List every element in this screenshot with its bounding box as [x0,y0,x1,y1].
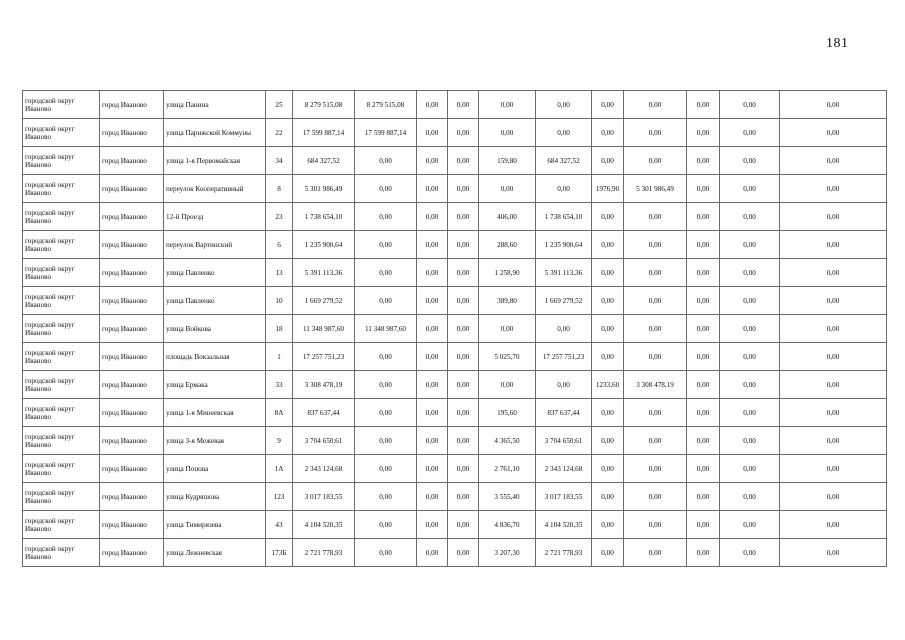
cost-col-3-cell: 0,00 [417,399,448,427]
cost-col-2-cell: 0,00 [355,371,417,399]
cost-col-11-cell: 0,00 [780,119,887,147]
street-cell: улица 3-я Межевая [164,427,266,455]
cost-col-4-cell: 0,00 [448,287,479,315]
cost-col-6-cell: 0,00 [536,371,592,399]
area-col-7-cell: 0,00 [592,315,624,343]
cost-col-6-cell: 0,00 [536,315,592,343]
total-cost-cell: 1 738 654,10 [293,203,355,231]
house-number-cell: 23 [266,203,293,231]
area-col-7-cell: 0,00 [592,203,624,231]
cost-col-8-cell: 0,00 [624,91,687,119]
house-number-cell: 1 [266,343,293,371]
cost-col-4-cell: 0,00 [448,483,479,511]
cost-col-10-cell: 0,00 [720,343,780,371]
house-number-cell: 123 [266,483,293,511]
cost-col-11-cell: 0,00 [780,203,887,231]
cost-col-3-cell: 0,00 [417,371,448,399]
area-col-7-cell: 1233,60 [592,371,624,399]
cost-col-8-cell: 0,00 [624,399,687,427]
cost-col-3-cell: 0,00 [417,203,448,231]
cost-col-3-cell: 0,00 [417,259,448,287]
cost-col-11-cell: 0,00 [780,315,887,343]
settlement-cell: город Иваново [100,231,164,259]
cost-col-11-cell: 0,00 [780,91,887,119]
table-row [23,119,887,147]
table-row [23,539,887,567]
table-row [23,175,887,203]
cost-col-10-cell: 0,00 [720,483,780,511]
street-cell: улица Панина [164,91,266,119]
house-number-cell: 10 [266,287,293,315]
cost-col-10-cell: 0,00 [720,539,780,567]
house-number-cell: 43 [266,511,293,539]
table-row [23,455,887,483]
cost-col-10-cell: 0,00 [720,91,780,119]
cost-col-11-cell: 0,00 [780,371,887,399]
cost-col-4-cell: 0,00 [448,147,479,175]
district-cell: городской округ Иваново [23,203,100,231]
settlement-cell: город Иваново [100,203,164,231]
area-col-5-cell: 406,00 [479,203,536,231]
total-cost-cell: 1 669 279,52 [293,287,355,315]
cost-col-3-cell: 0,00 [417,91,448,119]
cost-col-3-cell: 0,00 [417,483,448,511]
settlement-cell: город Иваново [100,539,164,567]
area-col-7-cell: 0,00 [592,231,624,259]
settlement-cell: город Иваново [100,343,164,371]
district-cell: городской округ Иваново [23,539,100,567]
street-cell: улица Войкова [164,315,266,343]
area-col-7-cell: 0,00 [592,343,624,371]
cost-col-9-cell: 0,00 [687,455,720,483]
settlement-cell: город Иваново [100,371,164,399]
total-cost-cell: 684 327,52 [293,147,355,175]
area-col-5-cell: 195,60 [479,399,536,427]
table-row [23,231,887,259]
cost-col-10-cell: 0,00 [720,511,780,539]
settlement-cell: город Иваново [100,175,164,203]
district-cell: городской округ Иваново [23,119,100,147]
cost-col-4-cell: 0,00 [448,455,479,483]
cost-col-10-cell: 0,00 [720,231,780,259]
area-col-5-cell: 0,00 [479,91,536,119]
cost-col-3-cell: 0,00 [417,511,448,539]
cost-col-8-cell: 0,00 [624,203,687,231]
street-cell: 12-й Проезд [164,203,266,231]
settlement-cell: город Иваново [100,455,164,483]
table-row [23,147,887,175]
cost-col-3-cell: 0,00 [417,427,448,455]
house-number-cell: 1А [266,455,293,483]
cost-col-2-cell: 0,00 [355,203,417,231]
settlement-cell: город Иваново [100,483,164,511]
district-cell: городской округ Иваново [23,455,100,483]
settlement-cell: город Иваново [100,427,164,455]
cost-col-6-cell: 1 738 654,10 [536,203,592,231]
total-cost-cell: 5 301 986,49 [293,175,355,203]
cost-col-11-cell: 0,00 [780,259,887,287]
table-row [23,203,887,231]
cost-col-9-cell: 0,00 [687,399,720,427]
settlement-cell: город Иваново [100,119,164,147]
area-col-5-cell: 0,00 [479,315,536,343]
settlement-cell: город Иваново [100,147,164,175]
cost-col-10-cell: 0,00 [720,399,780,427]
cost-col-8-cell: 0,00 [624,259,687,287]
cost-col-8-cell: 0,00 [624,119,687,147]
cost-col-8-cell: 0,00 [624,539,687,567]
cost-col-6-cell: 684 327,52 [536,147,592,175]
total-cost-cell: 2 343 124,68 [293,455,355,483]
total-cost-cell: 3 308 478,19 [293,371,355,399]
cost-col-11-cell: 0,00 [780,147,887,175]
cost-col-8-cell: 0,00 [624,483,687,511]
street-cell: улица Кудряшова [164,483,266,511]
total-cost-cell: 3 017 183,55 [293,483,355,511]
house-number-cell: 9 [266,427,293,455]
cost-col-4-cell: 0,00 [448,315,479,343]
area-col-7-cell: 0,00 [592,399,624,427]
total-cost-cell: 4 104 520,35 [293,511,355,539]
cost-col-2-cell: 0,00 [355,511,417,539]
cost-col-11-cell: 0,00 [780,483,887,511]
area-col-5-cell: 2 761,10 [479,455,536,483]
settlement-cell: город Иваново [100,315,164,343]
district-cell: городской округ Иваново [23,231,100,259]
cost-col-2-cell: 0,00 [355,231,417,259]
street-cell: улица Попова [164,455,266,483]
house-number-cell: 8А [266,399,293,427]
street-cell: площадь Вокзальная [164,343,266,371]
cost-col-6-cell: 0,00 [536,119,592,147]
district-cell: городской округ Иваново [23,91,100,119]
street-cell: переулок Кооперативный [164,175,266,203]
street-cell: улица Ермака [164,371,266,399]
cost-col-11-cell: 0,00 [780,427,887,455]
area-col-7-cell: 0,00 [592,259,624,287]
cost-col-10-cell: 0,00 [720,455,780,483]
street-cell: переулок Вартинский [164,231,266,259]
cost-col-3-cell: 0,00 [417,343,448,371]
street-cell: улица Тимирязева [164,511,266,539]
cost-col-8-cell: 0,00 [624,427,687,455]
cost-col-3-cell: 0,00 [417,539,448,567]
cost-col-4-cell: 0,00 [448,399,479,427]
total-cost-cell: 5 391 113,36 [293,259,355,287]
cost-col-4-cell: 0,00 [448,91,479,119]
cost-col-9-cell: 0,00 [687,203,720,231]
cost-col-3-cell: 0,00 [417,455,448,483]
cost-col-3-cell: 0,00 [417,315,448,343]
cost-col-9-cell: 0,00 [687,511,720,539]
cost-col-8-cell: 0,00 [624,455,687,483]
cost-col-4-cell: 0,00 [448,539,479,567]
cost-col-10-cell: 0,00 [720,371,780,399]
cost-col-6-cell: 3 704 650,61 [536,427,592,455]
area-col-7-cell: 0,00 [592,427,624,455]
cost-col-2-cell: 11 348 987,60 [355,315,417,343]
table-row [23,399,887,427]
cost-col-10-cell: 0,00 [720,147,780,175]
cost-col-8-cell: 0,00 [624,511,687,539]
total-cost-cell: 1 235 900,64 [293,231,355,259]
cost-col-2-cell: 0,00 [355,175,417,203]
area-col-5-cell: 4 365,50 [479,427,536,455]
cost-col-6-cell: 17 257 751,23 [536,343,592,371]
area-col-5-cell: 1 258,90 [479,259,536,287]
cost-col-10-cell: 0,00 [720,287,780,315]
cost-col-2-cell: 0,00 [355,455,417,483]
cost-col-9-cell: 0,00 [687,259,720,287]
street-cell: улица Павленко [164,259,266,287]
cost-col-11-cell: 0,00 [780,399,887,427]
table-body [23,91,887,567]
table-row [23,91,887,119]
page-number: 181 [826,36,849,51]
cost-col-8-cell: 0,00 [624,231,687,259]
cost-col-8-cell: 0,00 [624,315,687,343]
cost-col-4-cell: 0,00 [448,259,479,287]
cost-col-9-cell: 0,00 [687,287,720,315]
cost-col-10-cell: 0,00 [720,203,780,231]
cost-col-2-cell: 8 279 515,08 [355,91,417,119]
cost-col-10-cell: 0,00 [720,175,780,203]
settlement-cell: город Иваново [100,511,164,539]
cost-col-6-cell: 0,00 [536,175,592,203]
area-col-7-cell: 0,00 [592,147,624,175]
area-col-5-cell: 159,80 [479,147,536,175]
street-cell: улица 1-я Первомайская [164,147,266,175]
settlement-cell: город Иваново [100,259,164,287]
cost-col-11-cell: 0,00 [780,175,887,203]
cost-col-6-cell: 1 235 900,64 [536,231,592,259]
cost-col-6-cell: 1 669 279,52 [536,287,592,315]
district-cell: городской округ Иваново [23,147,100,175]
cost-col-3-cell: 0,00 [417,119,448,147]
house-number-cell: 13 [266,259,293,287]
area-col-5-cell: 389,80 [479,287,536,315]
total-cost-cell: 17 257 751,23 [293,343,355,371]
house-number-cell: 34 [266,147,293,175]
area-col-7-cell: 0,00 [592,91,624,119]
cost-col-2-cell: 0,00 [355,399,417,427]
district-cell: городской округ Иваново [23,343,100,371]
cost-col-9-cell: 0,00 [687,315,720,343]
cost-col-6-cell: 0,00 [536,91,592,119]
cost-col-4-cell: 0,00 [448,119,479,147]
cost-col-4-cell: 0,00 [448,231,479,259]
area-col-5-cell: 3 555,40 [479,483,536,511]
district-cell: городской округ Иваново [23,287,100,315]
cost-col-9-cell: 0,00 [687,343,720,371]
cost-col-9-cell: 0,00 [687,91,720,119]
cost-col-2-cell: 0,00 [355,287,417,315]
cost-col-2-cell: 0,00 [355,259,417,287]
table-row [23,287,887,315]
cost-col-9-cell: 0,00 [687,147,720,175]
area-col-7-cell: 0,00 [592,287,624,315]
area-col-7-cell: 0,00 [592,119,624,147]
street-cell: улица Павленко [164,287,266,315]
cost-col-11-cell: 0,00 [780,231,887,259]
house-number-cell: 173Б [266,539,293,567]
district-cell: городской округ Иваново [23,511,100,539]
cost-col-2-cell: 0,00 [355,427,417,455]
table-row [23,483,887,511]
cost-col-9-cell: 0,00 [687,483,720,511]
district-cell: городской округ Иваново [23,399,100,427]
cost-col-2-cell: 17 599 887,14 [355,119,417,147]
district-cell: городской округ Иваново [23,427,100,455]
table-row [23,315,887,343]
cost-col-11-cell: 0,00 [780,455,887,483]
cost-col-11-cell: 0,00 [780,287,887,315]
cost-col-6-cell: 3 017 183,55 [536,483,592,511]
district-cell: городской округ Иваново [23,175,100,203]
area-col-5-cell: 288,60 [479,231,536,259]
settlement-cell: город Иваново [100,399,164,427]
total-cost-cell: 3 704 650,61 [293,427,355,455]
cost-col-8-cell: 0,00 [624,287,687,315]
house-number-cell: 8 [266,175,293,203]
total-cost-cell: 837 637,44 [293,399,355,427]
cost-col-4-cell: 0,00 [448,371,479,399]
cost-col-6-cell: 2 721 778,93 [536,539,592,567]
house-number-cell: 18 [266,315,293,343]
cost-col-6-cell: 4 104 520,35 [536,511,592,539]
cost-col-4-cell: 0,00 [448,343,479,371]
cost-col-9-cell: 0,00 [687,231,720,259]
area-col-7-cell: 0,00 [592,483,624,511]
table-row [23,343,887,371]
area-col-5-cell: 5 025,70 [479,343,536,371]
area-col-7-cell: 0,00 [592,539,624,567]
cost-col-6-cell: 5 391 113,36 [536,259,592,287]
area-col-7-cell: 1976,90 [592,175,624,203]
cost-col-9-cell: 0,00 [687,119,720,147]
cost-col-3-cell: 0,00 [417,287,448,315]
cost-col-2-cell: 0,00 [355,539,417,567]
cost-col-10-cell: 0,00 [720,315,780,343]
area-col-5-cell: 0,00 [479,119,536,147]
cost-col-3-cell: 0,00 [417,175,448,203]
cost-col-8-cell: 0,00 [624,147,687,175]
house-number-cell: 6 [266,231,293,259]
table-row [23,511,887,539]
cost-col-3-cell: 0,00 [417,231,448,259]
settlement-cell: город Иваново [100,287,164,315]
cost-col-9-cell: 0,00 [687,371,720,399]
street-cell: улица Парижской Коммуны [164,119,266,147]
cost-col-10-cell: 0,00 [720,259,780,287]
cost-col-6-cell: 2 343 124,68 [536,455,592,483]
cost-col-11-cell: 0,00 [780,343,887,371]
area-col-5-cell: 4 836,70 [479,511,536,539]
district-cell: городской округ Иваново [23,315,100,343]
total-cost-cell: 2 721 778,93 [293,539,355,567]
area-col-5-cell: 0,00 [479,371,536,399]
street-cell: улица 1-я Минеевская [164,399,266,427]
cost-col-2-cell: 0,00 [355,483,417,511]
cost-col-11-cell: 0,00 [780,511,887,539]
total-cost-cell: 8 279 515,08 [293,91,355,119]
cost-col-2-cell: 0,00 [355,147,417,175]
table-row [23,371,887,399]
area-col-5-cell: 0,00 [479,175,536,203]
cost-col-10-cell: 0,00 [720,119,780,147]
street-cell: улица Лежневская [164,539,266,567]
cost-col-4-cell: 0,00 [448,203,479,231]
area-col-7-cell: 0,00 [592,455,624,483]
house-number-cell: 22 [266,119,293,147]
cost-col-9-cell: 0,00 [687,427,720,455]
cost-col-3-cell: 0,00 [417,147,448,175]
total-cost-cell: 17 599 887,14 [293,119,355,147]
area-col-7-cell: 0,00 [592,511,624,539]
registry-table [22,90,887,567]
cost-col-11-cell: 0,00 [780,539,887,567]
house-number-cell: 33 [266,371,293,399]
area-col-5-cell: 3 207,30 [479,539,536,567]
cost-col-8-cell: 5 301 986,49 [624,175,687,203]
cost-col-4-cell: 0,00 [448,175,479,203]
cost-col-9-cell: 0,00 [687,539,720,567]
table-row [23,427,887,455]
district-cell: городской округ Иваново [23,371,100,399]
cost-col-6-cell: 837 637,44 [536,399,592,427]
table-row [23,259,887,287]
total-cost-cell: 11 348 987,60 [293,315,355,343]
settlement-cell: город Иваново [100,91,164,119]
house-number-cell: 25 [266,91,293,119]
cost-col-4-cell: 0,00 [448,511,479,539]
district-cell: городской округ Иваново [23,483,100,511]
cost-col-10-cell: 0,00 [720,427,780,455]
cost-col-8-cell: 3 308 478,19 [624,371,687,399]
cost-col-4-cell: 0,00 [448,427,479,455]
cost-col-2-cell: 0,00 [355,343,417,371]
cost-col-9-cell: 0,00 [687,175,720,203]
cost-col-8-cell: 0,00 [624,343,687,371]
district-cell: городской округ Иваново [23,259,100,287]
